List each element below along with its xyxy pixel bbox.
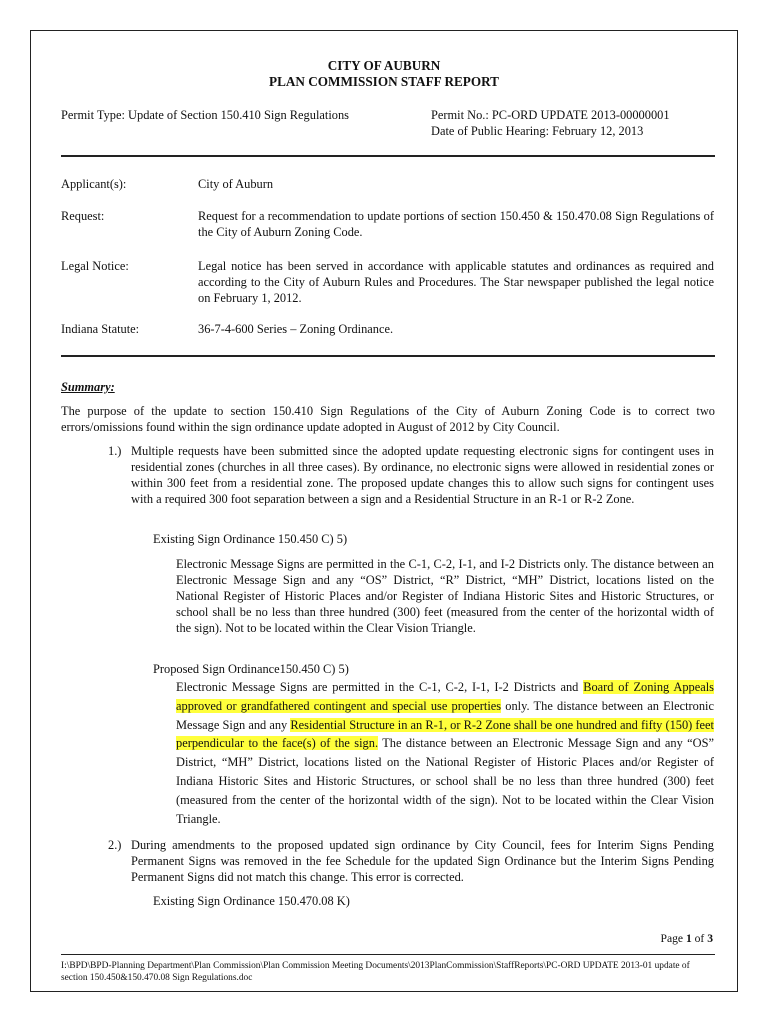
applicant-value: City of Auburn [198, 177, 274, 191]
summary-heading: Summary: [61, 380, 115, 394]
hearing-date: Date of Public Hearing: February 12, 2013 [431, 124, 644, 138]
report-title: PLAN COMMISSION STAFF REPORT [269, 74, 499, 89]
existing-1-heading: Existing Sign Ordinance 150.450 C) 5) [153, 532, 348, 546]
item-1-text: Multiple requests have been submitted since the adopted update requesting electronic signs for contingent uses in residential zones (churches in all three cases). By ordinance, no electronic signs were allowed in residential zones or within 300 feet from a residential zone. The proposed update changes this to allow such signs for contingent uses with a required 300 foot separation between a sign and a Residential Structure in an R-1 or R-2 Zone. [131, 444, 714, 506]
permit-type: Permit Type: Update of Section 150.410 Sign Regulations [61, 108, 349, 122]
highlight-residential-structure: Residential Structure in an R-1, or R-2 Zone shall be one hundred and fifty (150) feet perpendicular to the face(s) of the sign. [176, 717, 714, 751]
proposed-1-part-a: Electronic Message Signs are permitted in the C-1, C-2, I-1, I-2 Districts and [176, 680, 584, 694]
permit-number: Permit No.: PC-ORD UPDATE 2013-00000001 [431, 108, 670, 122]
header-divider [61, 155, 715, 157]
page-total: 3 [707, 932, 713, 945]
fields-divider [61, 355, 715, 357]
statute-label: Indiana Statute: [61, 322, 140, 336]
legal-notice-value: Legal notice has been served in accordance with applicable statutes and ordinances as required and according to the City of Auburn Rules and Procedures. The Star newspaper published the legal notice on February 1, 2012. [198, 259, 714, 305]
page-prefix: Page [660, 932, 686, 945]
legal-notice-label: Legal Notice: [61, 259, 129, 273]
existing-2-heading: Existing Sign Ordinance 150.470.08 K) [153, 894, 350, 908]
page-number [661, 931, 714, 947]
proposed-1-text [176, 678, 714, 828]
statute-value: 36-7-4-600 Series – Zoning Ordinance. [198, 322, 394, 336]
file-path: I:\BPD\BPD-Planning Department\Plan Commission\Plan Commission Meeting Documents\2013PlanCommission\StaffReports\PC-ORD UPDATE 2013-01 update of section 150.450&150.470.08 Sign Regulations.doc [61, 961, 690, 983]
request-value: Request for a recommendation to update portions of section 150.450 & 150.470.08 Sign Regulations of the City of Auburn Zoning Code. [198, 209, 714, 239]
page-current: 1 [685, 932, 692, 945]
request-label: Request: [61, 209, 105, 223]
proposed-1-part-b: only. The distance between an Electronic Message Sign and any [176, 698, 715, 732]
summary-intro: The purpose of the update to section 150.410 Sign Regulations of the City of Auburn Zoning Code is to correct two errors/omissions found within the sign ordinance update adopted in August of 2012 by City Council. [61, 404, 715, 434]
city-title: CITY OF AUBURN [327, 58, 441, 73]
report-page [30, 30, 738, 992]
item-1-number: 1.) [108, 444, 122, 458]
item-2-number: 2.) [108, 838, 122, 852]
footer-divider [61, 954, 715, 955]
item-2-text: During amendments to the proposed updated sign ordinance by City Council, fees for Interim Signs Pending Permanent Signs was removed in the fee Schedule for the updated Sign Ordinance but the Interim Signs Pending Permanent Signs did not match this change. This error is corrected. [131, 838, 714, 884]
proposed-1-part-c: The distance between an Electronic Message Sign and any “OS” District, “MH” District, locations listed on the National Register of Historic Places and/or Register of Indiana Historic Sites and Historic Structures, or school shall be no less than three hundred (300) feet (measured from the center of the horizontal width of the sign). Not to be located within the Clear Vision Triangle. [176, 736, 714, 826]
page-mid: of [691, 932, 708, 945]
proposed-1-heading: Proposed Sign Ordinance150.450 C) 5) [153, 662, 349, 676]
applicant-label: Applicant(s): [61, 177, 127, 191]
highlight-bza-approved: Board of Zoning Appeals approved or grandfathered contingent and special use properties [176, 680, 715, 713]
existing-1-text: Electronic Message Signs are permitted in the C-1, C-2, I-1, and I-2 Districts only. The distance between an Electronic Message Sign and any “OS” District, “R” District, “MH” District, locations listed on the National Register of Historic Places and/or Register of Indiana Historic Sites and Historic Structures, or school shall be no less than three hundred (300) feet (measured from the center of the horizontal width of the sign). Not to be located within the Clear Vision Triangle. [176, 557, 714, 635]
